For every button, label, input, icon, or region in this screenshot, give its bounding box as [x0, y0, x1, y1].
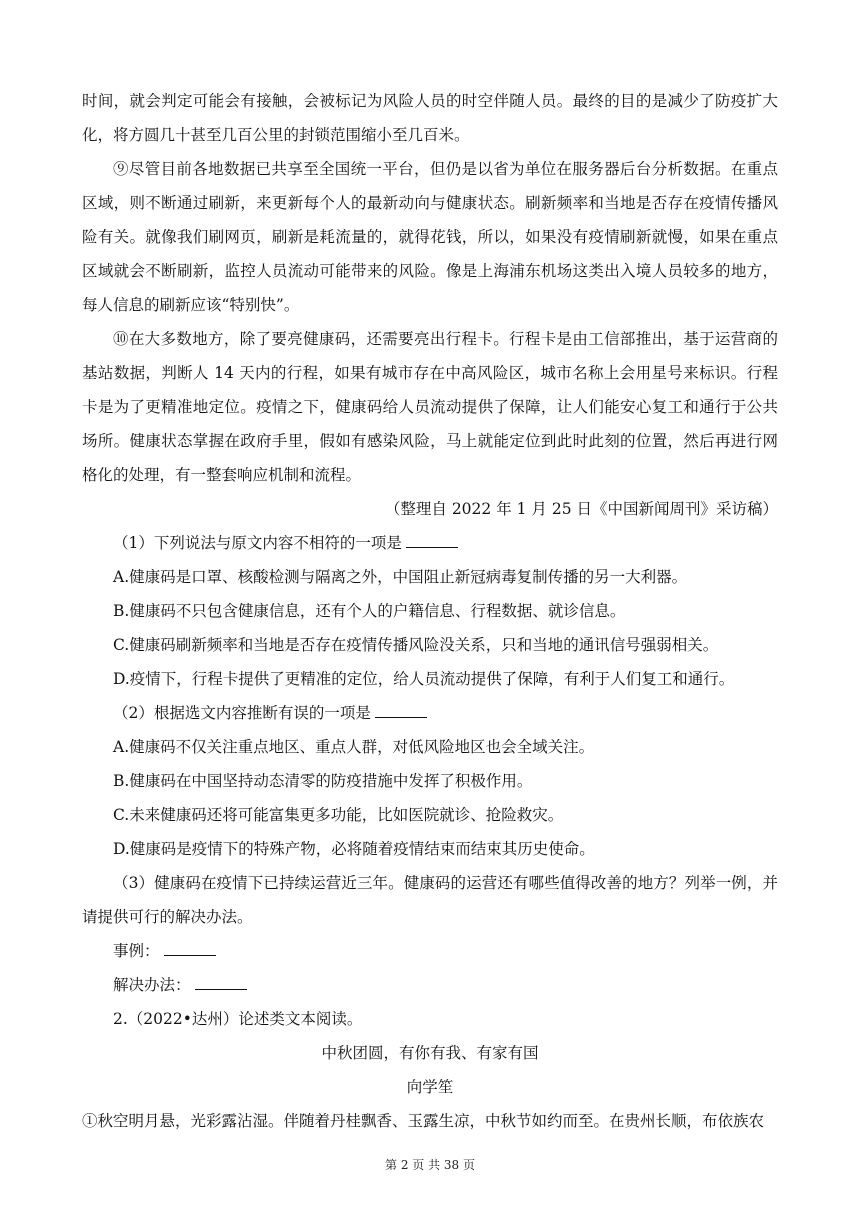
- question-1-option-b: B.健康码不只包含健康信息，还有个人的户籍信息、行程数据、就诊信息。: [113, 602, 626, 620]
- answer-blank[interactable]: [164, 939, 216, 956]
- question-2-heading: 2.（2022•达州）论述类文本阅读。: [113, 1010, 363, 1028]
- article-author: 向学笙: [406, 1078, 454, 1096]
- question-1-option-d: D.疫情下，行程卡提供了更精准的定位，给人员流动提供了保障，有利于人们复工和通行。: [113, 670, 735, 688]
- question-2-text: （2）根据选文内容推断有误的一项是: [113, 704, 371, 722]
- paragraph-10: ⑩在大多数地方，除了要亮健康码，还需要亮出行程卡。行程卡是由工信部推出，基于运营商的基站数据，判断人 14 天内的行程，如果有城市存在中高风险区，城市名称上会用星号来标识。行程卡是为了更精准地定位。疫情之下，健康码给人员流动提供了保障，让人们能安心复工和通行于公共场所。健康状态掌握在政府手里，假如有感染风险，马上就能定位到此时此刻的位置，然后再进行网格化的处理，有一整套响应机制和流程。: [82, 330, 778, 484]
- source-citation: （整理自 2022 年 1 月 25 日《中国新闻周刊》采访稿）: [384, 500, 778, 518]
- page-footer: 第 2 页 共 38 页: [385, 1158, 475, 1172]
- answer-blank[interactable]: [195, 973, 247, 990]
- question-2-stem: [113, 696, 778, 730]
- question-2-option-b: B.健康码在中国坚持动态清零的防疫措施中发挥了积极作用。: [113, 772, 533, 790]
- answer-blank[interactable]: [406, 531, 458, 548]
- question-2-option-c: C.未来健康码还将可能富集更多功能，比如医院就诊、抢险救灾。: [113, 806, 564, 824]
- article-title: 中秋团圆，有你有我、有家有国: [321, 1044, 539, 1062]
- example-label: 事例：: [113, 942, 160, 960]
- question-2-option-a: A.健康码不仅关注重点地区、重点人群，对低风险地区也会全域关注。: [113, 738, 595, 756]
- question-2-option-d: D.健康码是疫情下的特殊产物，必将随着疫情结束而结束其历史使命。: [113, 840, 595, 858]
- answer-blank[interactable]: [375, 701, 427, 718]
- question-3-stem: （3）健康码在疫情下已持续运营近三年。健康码的运营还有哪些值得改善的地方？列举一例，并请提供可行的解决办法。: [82, 874, 778, 926]
- question-3-example: [113, 934, 778, 968]
- question-1-text: （1）下列说法与原文内容不相符的一项是: [113, 534, 402, 552]
- solution-label: 解决办法：: [113, 976, 191, 994]
- question-3-solution: [113, 968, 778, 1002]
- question-1-option-c: C.健康码刷新频率和当地是否存在疫情传播风险没关系，只和当地的通讯信号强弱相关。: [113, 636, 719, 654]
- article-paragraph-1: ①秋空明月悬，光彩露沾湿。伴随着丹桂飘香、玉露生凉，中秋节如约而至。在贵州长顺，布依族农: [82, 1112, 765, 1130]
- question-1-stem: [113, 526, 778, 560]
- question-1-option-a: A.健康码是口罩、核酸检测与隔离之外，中国阻止新冠病毒复制传播的另一大利器。: [113, 568, 688, 586]
- paragraph-9: ⑨尽管目前各地数据已共享至全国统一平台，但仍是以省为单位在服务器后台分析数据。在重点区域，则不断通过刷新，来更新每个人的最新动向与健康状态。刷新频率和当地是否存在疫情传播风险有关。就像我们刷网页，刷新是耗流量的，就得花钱，所以，如果没有疫情刷新就慢，如果在重点区域就会不断刷新，监控人员流动可能带来的风险。像是上海浦东机场这类出入境人员较多的地方，每人信息的刷新应该“特别快”。: [82, 160, 778, 314]
- paragraph-continuation: 时间，就会判定可能会有接触，会被标记为风险人员的时空伴随人员。最终的目的是减少了防疫扩大化，将方圆几十甚至几百公里的封锁范围缩小至几百米。: [82, 92, 778, 144]
